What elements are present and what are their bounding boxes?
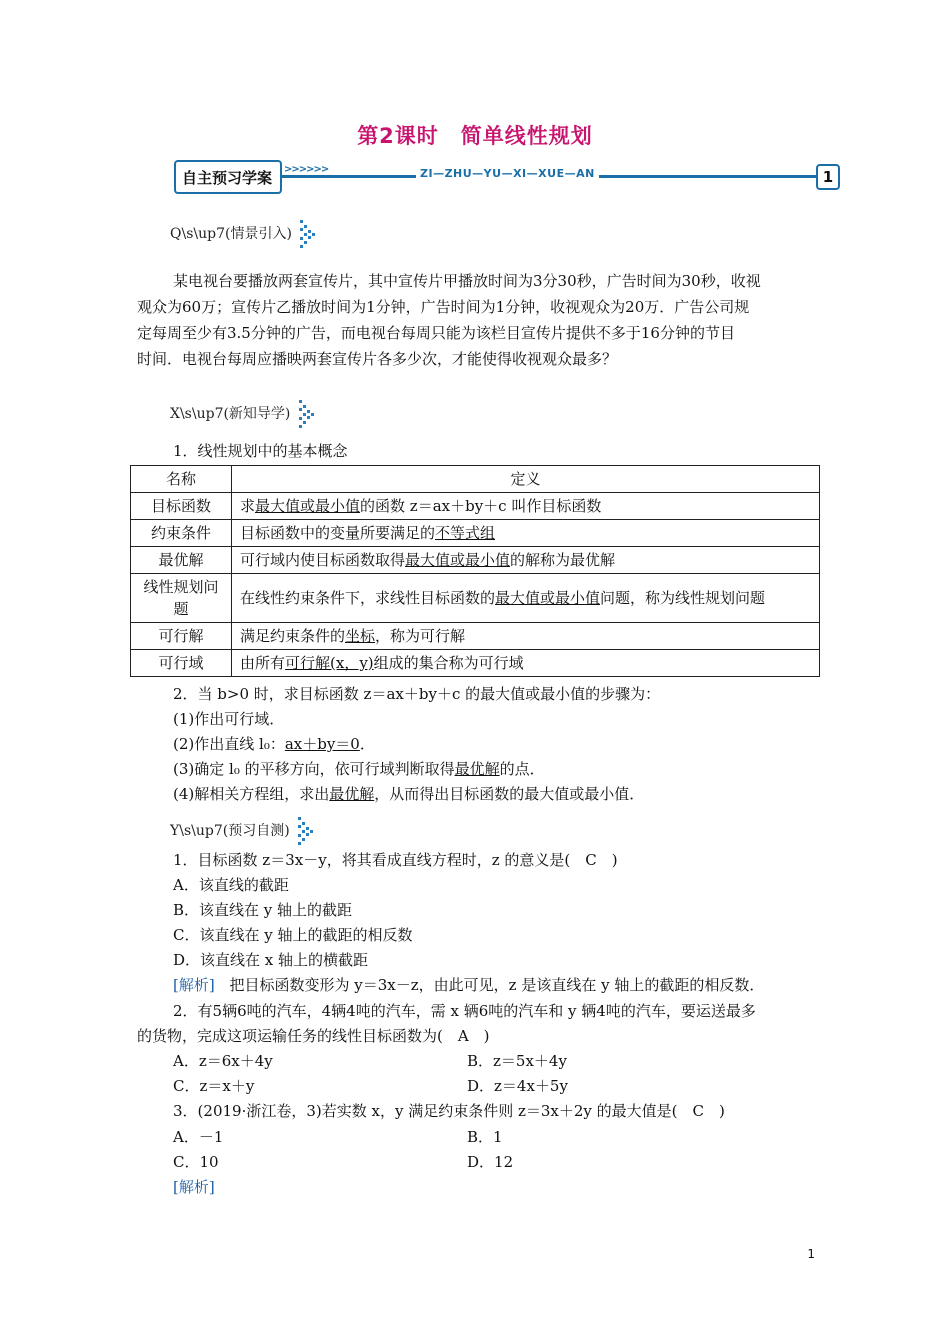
intro-line: 观众为60万；宣传片乙播放时间为1分钟，广告时间为1分钟，收视观众为20万．广告公司规: [137, 298, 750, 316]
table-header-row: [131, 466, 820, 493]
section-label: Q\s\up7(情景引入): [170, 226, 292, 242]
step-text: (4)解相关方程组，求出: [173, 785, 330, 803]
table-row: [131, 650, 820, 677]
section-banner: [170, 158, 842, 196]
table-row: [131, 574, 820, 623]
steps-intro: 2．当 b>0 时，求目标函数 z＝ax＋by＋c 的最大值或最小值的步骤为：: [173, 685, 661, 703]
def-text: 由所有: [240, 654, 286, 672]
intro-line: 定每周至少有3.5分钟的广告，而电视台每周只能为该栏目宣传片提供不多于16分钟的节目: [137, 324, 735, 342]
section-heading-newknowledge: [170, 398, 317, 430]
q2-option-b: B．z＝5x＋4y: [467, 1052, 567, 1070]
table-row: [131, 623, 820, 650]
section-heading-intro: [170, 218, 318, 250]
definition-cell: [232, 547, 820, 574]
definition-cell: [232, 493, 820, 520]
question-2-line1: 2．有5辆6吨的汽车，4辆4吨的汽车，需 x 辆6吨的汽车和 y 辆4吨的汽车，要运送最多: [173, 1002, 756, 1020]
q2-option-d: D．z＝4x＋5y: [467, 1077, 568, 1095]
table-row: [131, 493, 820, 520]
page-title: 第2课时 简单线性规划: [357, 124, 593, 148]
step-text: (2)作出直线 l₀：: [173, 735, 285, 753]
def-text: 的解称为最优解: [510, 551, 616, 569]
intro-paragraph: [137, 268, 817, 372]
def-text: 问题，称为线性规划问题: [600, 589, 766, 607]
step-text: (3)确定 l₀ 的平移方向，依可行域判断取得: [173, 760, 455, 778]
step-text: ，从而得出目标函数的最大值或最小值．: [374, 785, 645, 803]
q3-option-a: A．－1: [173, 1128, 224, 1146]
term-cell: 可行域: [131, 650, 232, 677]
term-cell: 可行解: [131, 623, 232, 650]
step-key: 最优解: [454, 760, 500, 778]
section-arrow-icon: [296, 815, 316, 847]
question-1: 1．目标函数 z＝3x－y，将其看成直线方程时，z 的意义是( C ): [173, 851, 618, 869]
table-caption: 1．线性规划中的基本概念: [173, 442, 348, 460]
table-row: [131, 520, 820, 547]
def-key: 坐标: [345, 627, 376, 645]
step-text: ．: [359, 735, 375, 753]
def-text: 在线性约束条件下，求线性目标函数的: [240, 589, 496, 607]
question-3: 3．(2019·浙江卷，3)若实数 x，y 满足约束条件则 z＝3x＋2y 的最大值是( C ): [173, 1102, 725, 1120]
section-label: Y\s\up7(预习自测): [170, 823, 290, 839]
def-text: ，称为可行解: [375, 627, 466, 645]
banner-arrows: >>>>>>: [284, 164, 329, 175]
def-text: 的函数 z＝ax＋by＋c 叫作目标函数: [360, 497, 602, 515]
step-1: (1)作出可行域．: [173, 710, 285, 728]
q2-option-a: A．z＝6x＋4y: [173, 1052, 273, 1070]
concepts-table: [130, 465, 820, 677]
def-key: 最大值或最小值: [405, 551, 511, 569]
def-key: 可行解(x，y): [285, 654, 374, 672]
def-key: 不等式组: [435, 524, 496, 542]
banner-label-box: [174, 160, 282, 194]
term-cell: 约束条件: [131, 520, 232, 547]
q3-analysis-tag: [解析]: [173, 1178, 215, 1196]
page-number: 1: [807, 1247, 815, 1261]
q1-option-a: A．该直线的截距: [173, 876, 289, 894]
intro-line: 时间．电视台每周应播映两套宣传片各多少次，才能使得收视观众最多？: [137, 350, 618, 368]
q3-option-d: D．12: [467, 1153, 514, 1171]
q1-option-d: D．该直线在 x 轴上的横截距: [173, 951, 369, 969]
step-key: 最优解: [329, 785, 375, 803]
q2-option-c: C．z＝x＋y: [173, 1077, 255, 1095]
step-3: [173, 758, 545, 779]
q1-option-c: C．该直线在 y 轴上的截距的相反数: [173, 926, 413, 944]
step-text: 的点．: [499, 760, 545, 778]
section-arrow-icon: [298, 218, 318, 250]
definition-cell: [232, 623, 820, 650]
definition-cell: [232, 520, 820, 547]
def-text: 满足约束条件的: [240, 627, 346, 645]
step-4: [173, 783, 644, 804]
banner-number: 1: [816, 164, 840, 190]
term-cell: 线性规划问题: [131, 574, 232, 623]
header-cell: 定义: [232, 466, 820, 493]
banner-label: 自主预习学案: [182, 169, 273, 187]
section-heading-selftest: [170, 815, 316, 847]
analysis-text: 把目标函数变形为 y＝3x－z，由此可见，z 是该直线在 y 轴上的截距的相反数．: [229, 976, 765, 994]
banner-pinyin: ZI—ZHU—YU—XI—XUE—AN: [416, 167, 599, 180]
q3-option-c: C．10: [173, 1153, 219, 1171]
q1-analysis: [173, 974, 764, 995]
analysis-tag: [解析]: [173, 976, 215, 994]
step-2: [173, 733, 375, 754]
definition-cell: [232, 650, 820, 677]
term-cell: 目标函数: [131, 493, 232, 520]
def-text: 求: [240, 497, 256, 515]
intro-line: 某电视台要播放两套宣传片，其中宣传片甲播放时间为3分30秒，广告时间为30秒，收视: [173, 272, 761, 290]
q3-option-b: B．1: [467, 1128, 503, 1146]
question-2-line2: 的货物，完成这项运输任务的线性目标函数为( A ): [137, 1027, 490, 1045]
def-text: 可行域内使目标函数取得: [240, 551, 406, 569]
section-label: X\s\up7(新知导学): [170, 406, 291, 422]
definition-cell: [232, 574, 820, 623]
def-key: 最大值或最小值: [255, 497, 361, 515]
header-cell: 名称: [131, 466, 232, 493]
def-text: 组成的集合称为可行域: [373, 654, 524, 672]
q1-option-b: B．该直线在 y 轴上的截距: [173, 901, 353, 919]
def-key: 最大值或最小值: [495, 589, 601, 607]
table-row: [131, 547, 820, 574]
term-cell: 最优解: [131, 547, 232, 574]
section-arrow-icon: [297, 398, 317, 430]
def-text: 目标函数中的变量所要满足的: [240, 524, 436, 542]
step-key: ax＋by＝0: [284, 735, 360, 753]
